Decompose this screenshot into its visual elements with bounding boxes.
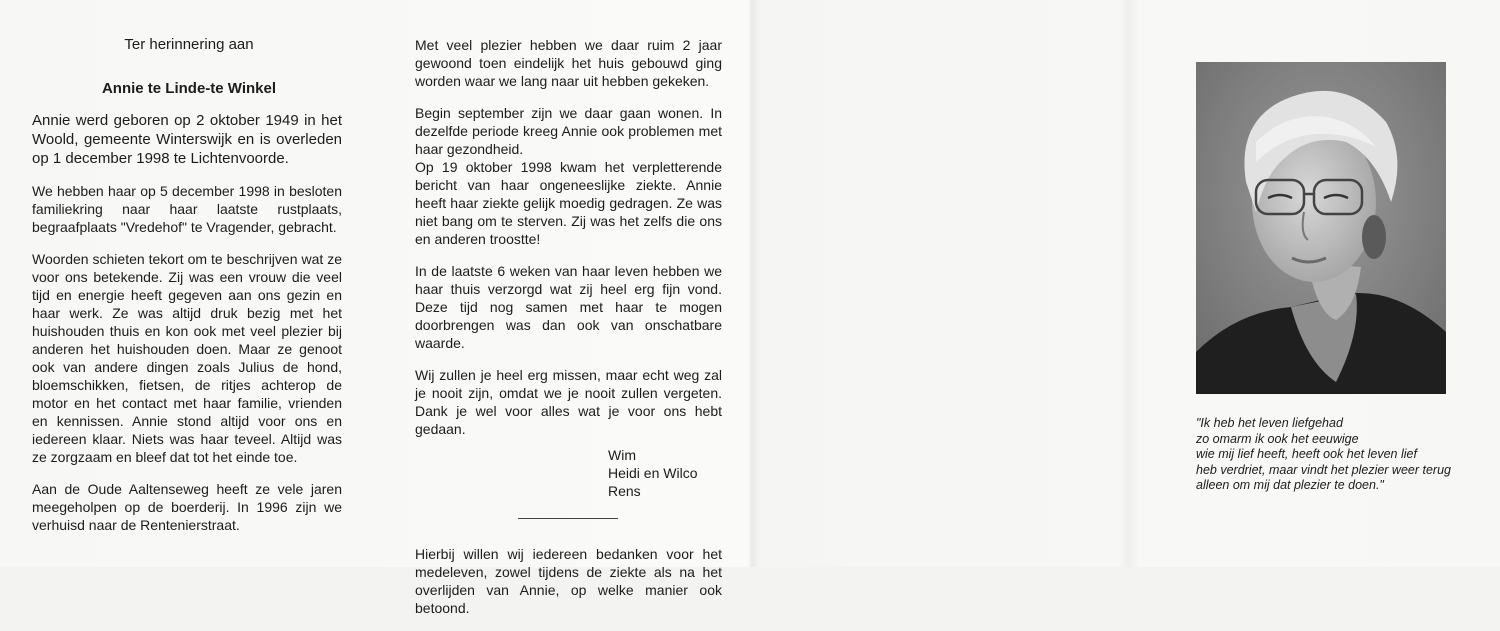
paragraph-thanks: Hierbij willen wij iedereen bedanken voor het medeleven, zowel tijdens de ziekte als na het overlijden van Annie, op welke manier ook betoond. (415, 546, 722, 616)
quote-line: zo omarm ik ook het eeuwige (1196, 431, 1359, 446)
paragraph-moving: Begin september zijn we daar gaan wonen. In dezelfde periode kreeg Annie ook problemen met haar gezondheid. (415, 105, 722, 157)
paragraph-farewell: Wij zullen je heel erg missen, maar echt weg zal je nooit zijn, omdat we je nooit zullen vergeten. Dank je wel voor alles wat je voor ons hebt gedaan. (415, 367, 722, 437)
poem-quote (1196, 416, 1476, 494)
portrait-illustration (1196, 62, 1446, 394)
paragraph-birth-death: Annie werd geboren op 2 oktober 1949 in het Woold, gemeente Winterswijk en is overleden op 1 december 1998 te Lichtenvoorde. (32, 112, 342, 167)
quote-line: "Ik heb het leven liefgehad (1196, 416, 1343, 430)
signatures (608, 446, 722, 500)
paragraph-burial: We hebben haar op 5 december 1998 in besloten familiekring naar haar laatste rustplaats, begraafplaats "Vredehof" te Vragender, gebracht. (32, 183, 342, 235)
paragraph-last-weeks: In de laatste 6 weken van haar leven hebben we haar thuis verzorgd wat zij heel erg fijn vond. Deze tijd nog samen met haar te mogen doorbrengen was dan ook van onschatbare waarde. (415, 263, 722, 351)
deceased-name: Annie te Linde-te Winkel (101, 80, 277, 97)
quote-line: wie mij lief heeft, heeft ook het leven lief (1196, 447, 1417, 461)
left-column (32, 36, 342, 548)
middle-column (415, 36, 722, 631)
signature-name: Heidi en Wilco (608, 465, 698, 481)
portrait-photo (1196, 62, 1446, 394)
paragraph-farm: Aan de Oude Aaltenseweg heeft ze vele jaren meegeholpen op de boerderij. In 1996 zijn we verhuisd naar de Rentenierstraat. (32, 481, 342, 533)
paragraph-illness: Op 19 oktober 1998 kwam het verpletterende bericht van haar ongeneeslijke ziekte. Annie heeft haar ziekte gelijk moedig gedragen. Ze was niet bang om te sterven. Zij was het zelfs die ons en anderen troostte! (415, 159, 722, 247)
quote-line: heb verdriet, maar vindt het plezier weer terug (1196, 462, 1451, 477)
quote-line: alleen om mij dat plezier te doen." (1196, 478, 1384, 492)
card-heading: Ter herinnering aan (124, 36, 254, 53)
paragraph-new-house: Met veel plezier hebben we daar ruim 2 jaar gewoond toen eindelijk het huis gebouwd ging worden waar we lang naar uit hebben gekeken. (415, 37, 722, 89)
signature-name: Wim (608, 447, 636, 463)
signature-name: Rens (608, 483, 641, 499)
divider (518, 518, 618, 519)
paragraph-tribute: Woorden schieten tekort om te beschrijven wat ze voor ons betekende. Zij was een vrouw die veel tijd en energie heeft gegeven aan ons gezin en haar werk. Ze was altijd druk bezig met het huishouden thuis en kon ook met veel plezier bij anderen het huishouden doen. Maar ze genoot ook van andere dingen zoals Julius de hond, bloemschikken, fietsen, de ritjes achterop de motor en het contact met haar familie, vrienden en kennissen. Annie stond altijd voor ons en iedereen klaar. Niets was haar teveel. Altijd was ze zorgzaam en bleef dat tot het einde toe. (32, 251, 342, 465)
